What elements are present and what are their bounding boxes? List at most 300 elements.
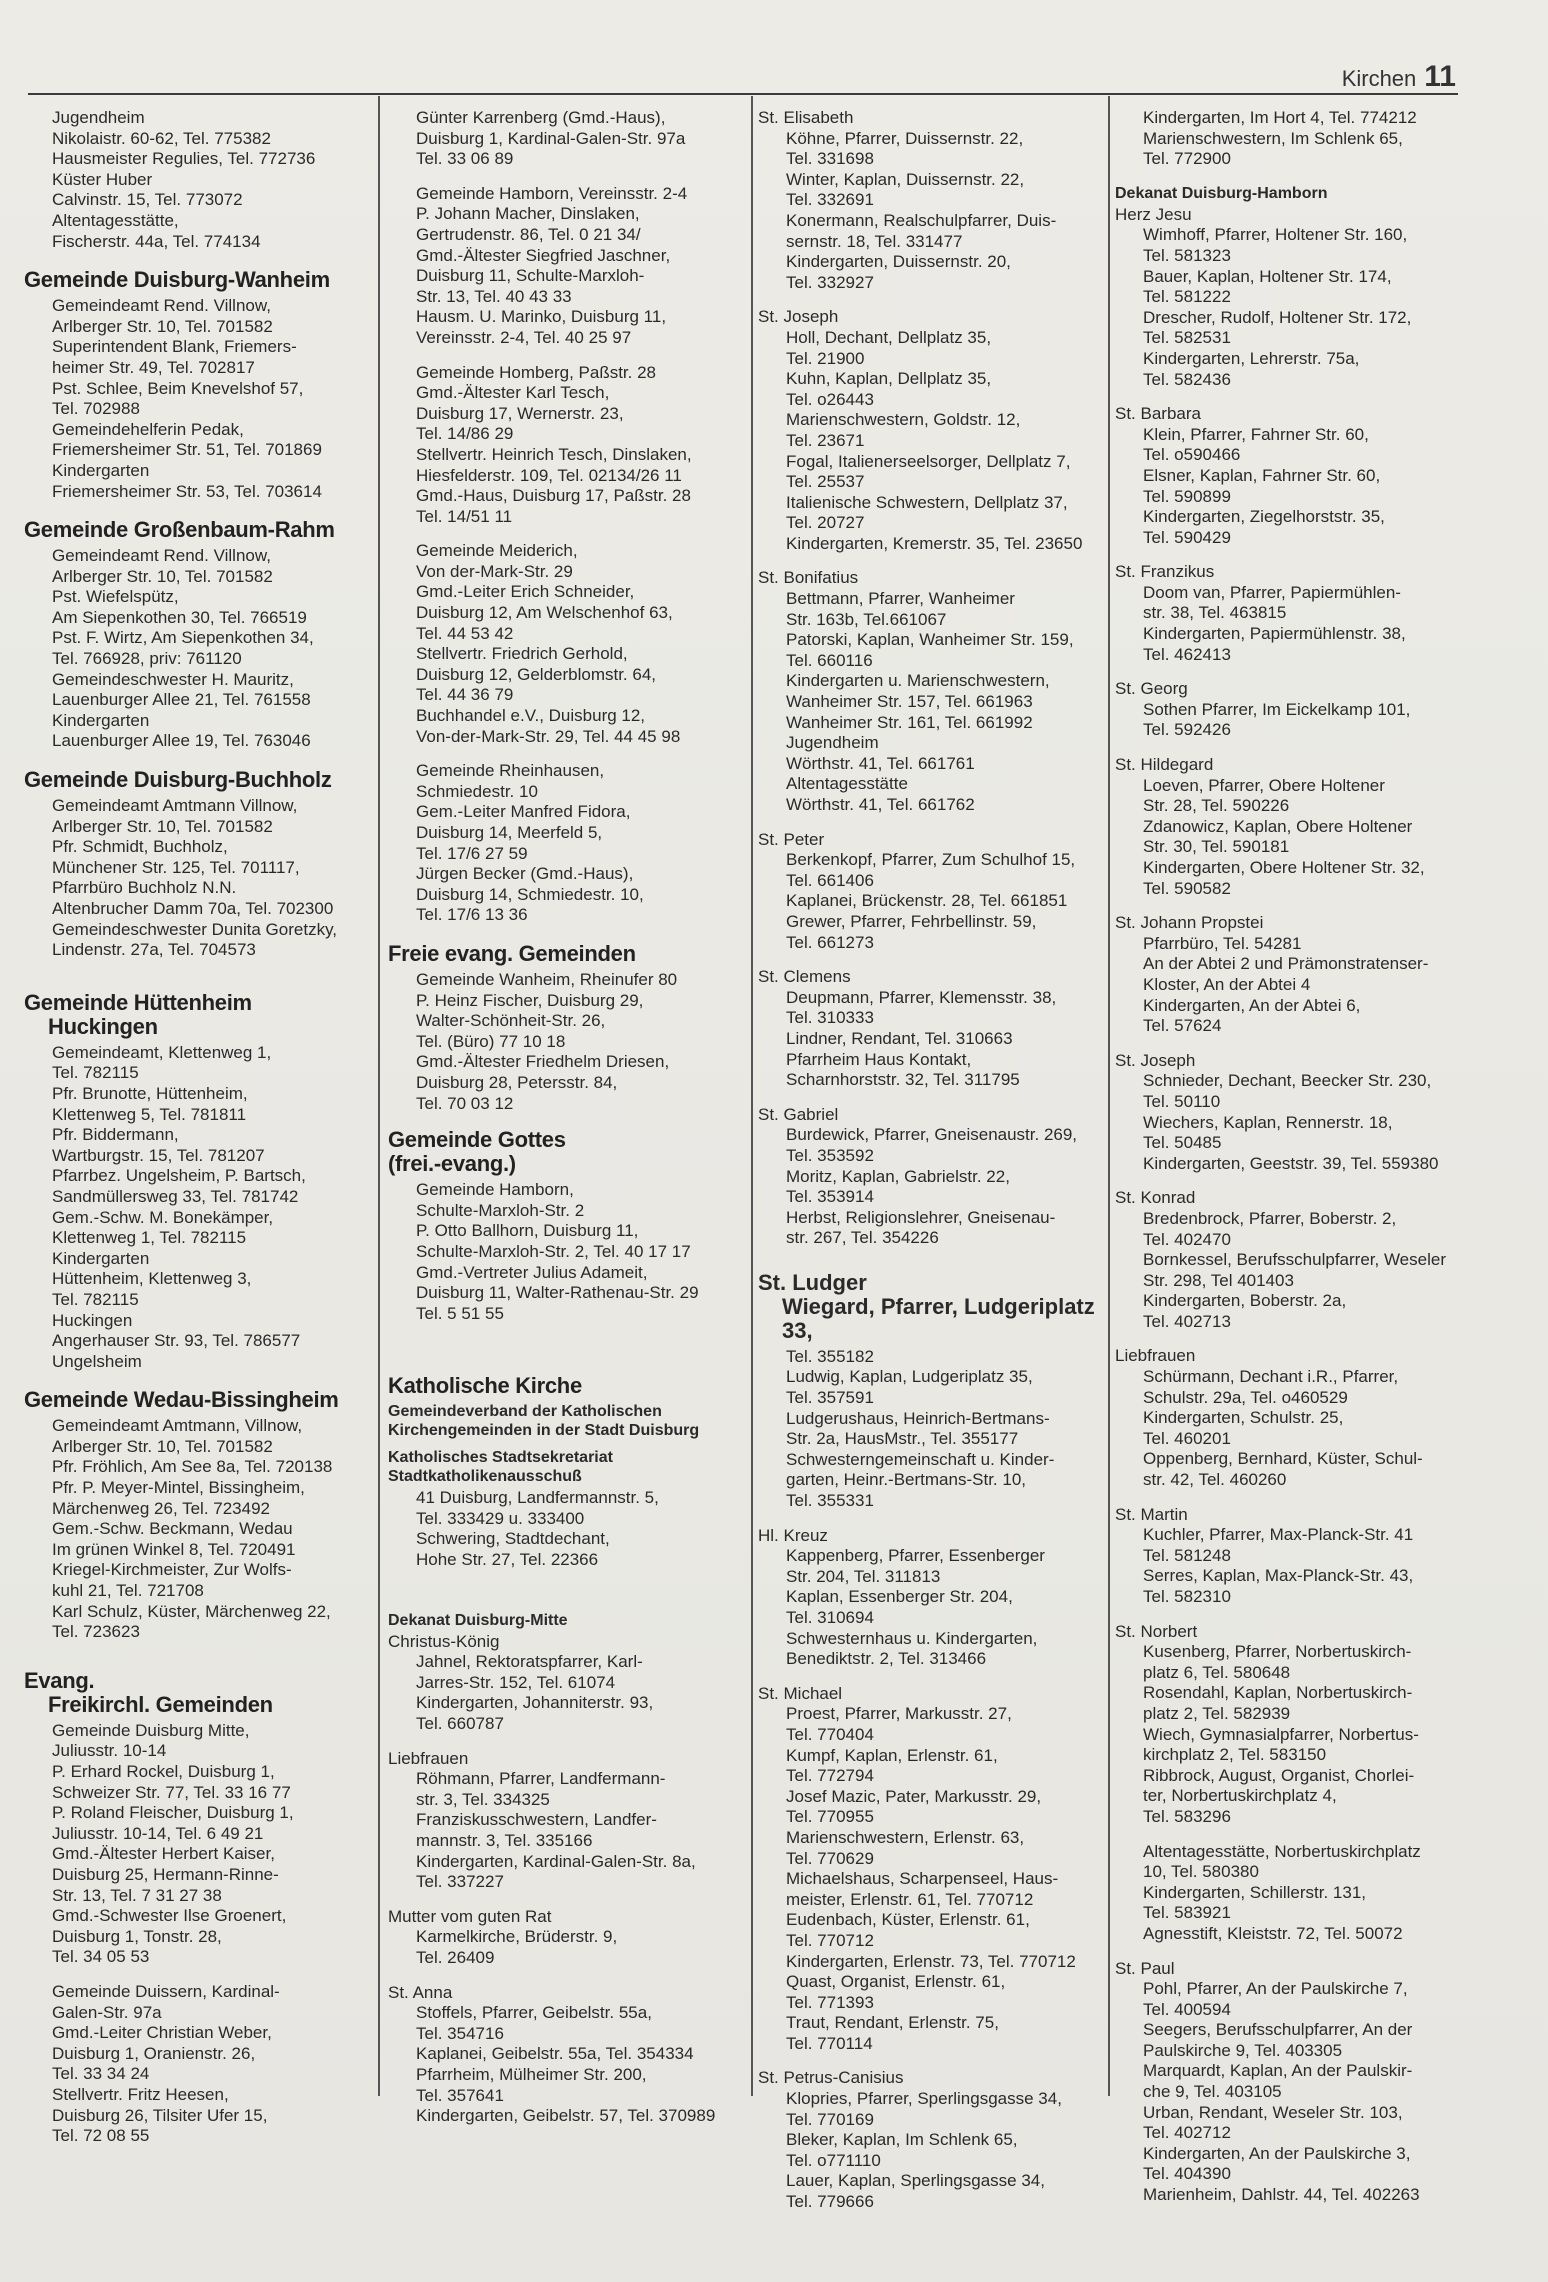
entry-line: Gemeinde Wanheim, Rheinufer 80 — [416, 969, 678, 989]
entry-line: Fogal, Italienerseelsorger, Dellplatz 7, — [786, 451, 1071, 471]
entry-line: Galen-Str. 97a — [52, 2002, 162, 2022]
entry-line: Jürgen Becker (Gmd.-Haus), — [416, 864, 634, 884]
entry-line: Seegers, Berufsschulpfarrer, An der — [1143, 2020, 1413, 2040]
entry-line: Str. 298, Tel 401403 — [1143, 1270, 1294, 1290]
parish-heading-line: St. Ludger — [758, 1269, 867, 1295]
section-heading: Katholische Kirche — [388, 1373, 582, 1399]
entry-line: Wartburgstr. 15, Tel. 781207 — [52, 1145, 265, 1165]
section-heading — [24, 991, 376, 1039]
entry-line: Tel. 581323 — [1143, 245, 1231, 265]
entry-line: Kindergarten, Kardinal-Galen-Str. 8a, — [416, 1851, 696, 1871]
entry-line: Kloster, An der Abtei 4 — [1143, 974, 1311, 994]
entry-line: Drescher, Rudolf, Holtener Str. 172, — [1143, 307, 1412, 327]
parish-title: St. Bonifatius — [758, 568, 859, 588]
entry-line: Marienschwestern, Erlenstr. 63, — [786, 1827, 1025, 1847]
parish-title: St. Gabriel — [758, 1104, 839, 1124]
entry-line: meister, Erlenstr. 61, Tel. 770712 — [786, 1889, 1034, 1909]
entry-block — [1115, 1367, 1470, 1491]
entry-line: Holl, Dechant, Dellplatz 35, — [786, 327, 992, 347]
entry-line: Von-der-Mark-Str. 29, Tel. 44 45 98 — [416, 726, 681, 746]
entry-line: Von der-Mark-Str. 29 — [416, 561, 573, 581]
entry-block — [388, 761, 753, 926]
entry-line: Walter-Schönheit-Str. 26, — [416, 1011, 606, 1031]
entry-line: Str. 13, Tel. 7 31 27 38 — [52, 1885, 222, 1905]
entry-line: Tel. 357591 — [786, 1388, 874, 1408]
subheading — [388, 1402, 753, 1440]
entry-line: 10, Tel. 580380 — [1143, 1862, 1259, 1882]
entry-line: garten, Heinr.-Bertmans-Str. 10, — [786, 1470, 1026, 1490]
entry-block — [24, 1982, 376, 2147]
entry-line: Duisburg 25, Hermann-Rinne- — [52, 1864, 279, 1884]
entry-line: Kindergarten, Obere Holtener Str. 32, — [1143, 858, 1425, 877]
entry-line: Stadtkatholikenausschuß — [388, 1468, 582, 1486]
entry-line: P. Heinz Fischer, Duisburg 29, — [416, 990, 644, 1010]
entry-line: Märchenweg 26, Tel. 723492 — [52, 1498, 271, 1518]
subheading: Dekanat Duisburg-Hamborn — [1115, 184, 1328, 202]
entry-line: Tel. 782115 — [52, 1063, 139, 1083]
entry-line: Klettenweg 5, Tel. 781811 — [52, 1104, 247, 1124]
entry-line: Tel. 310333 — [786, 1008, 874, 1028]
entry-line: Pfarrbez. Ungelsheim, P. Bartsch, — [52, 1166, 306, 1186]
entry-block — [1115, 425, 1470, 549]
column-divider — [378, 96, 380, 2096]
parish-title: St. Petrus-Canisius — [758, 2068, 904, 2088]
entry-line: Friemersheimer Str. 53, Tel. 703614 — [52, 481, 322, 501]
entry-line: kirchplatz 2, Tel. 583150 — [1143, 1745, 1327, 1765]
entry-line: Tel. 582310 — [1143, 1587, 1231, 1606]
parish-title: St. Georg — [1115, 679, 1188, 699]
entry-line: Tel. 590429 — [1143, 527, 1231, 547]
entry-line: Tel. 50485 — [1143, 1133, 1222, 1153]
entry-line: Hüttenheim, Klettenweg 3, — [52, 1269, 252, 1289]
entry-line: Gemeindeamt Amtmann Villnow, — [52, 796, 298, 816]
parish-title: St. Anna — [388, 1982, 453, 2002]
entry-line: Wanheimer Str. 161, Tel. 661992 — [786, 712, 1033, 732]
entry-line: Kindergarten, Geeststr. 39, Tel. 559380 — [1143, 1153, 1439, 1173]
entry-line: Vereinsstr. 2-4, Tel. 40 25 97 — [416, 327, 632, 347]
entry-line: Tel. 770712 — [786, 1930, 874, 1950]
section-heading — [388, 1128, 753, 1176]
entry-line: Tel. 772794 — [786, 1766, 874, 1786]
entry-block — [388, 2003, 753, 2127]
entry-line: heimer Str. 49, Tel. 702817 — [52, 357, 255, 377]
entry-line: Bleker, Kaplan, Im Schlenk 65, — [786, 2130, 1018, 2150]
entry-line: Küster Huber — [52, 169, 153, 189]
parish-title: St. Peter — [758, 829, 825, 849]
entry-line: Tel. 20727 — [786, 513, 865, 533]
entry-line: Stellvertr. Friedrich Gerhold, — [416, 644, 628, 664]
entry-line: kuhl 21, Tel. 721708 — [52, 1581, 204, 1601]
entry-line: Moritz, Kaplan, Gabrielstr. 22, — [786, 1166, 1010, 1186]
entry-line: Arlberger Str. 10, Tel. 701582 — [52, 316, 273, 336]
entry-line: Wiech, Gymnasialpfarrer, Norbertus- — [1143, 1724, 1419, 1744]
entry-line: Josef Mazic, Pater, Markusstr. 29, — [786, 1786, 1042, 1806]
entry-line: Pfr. Brunotte, Hüttenheim, — [52, 1083, 248, 1103]
entry-line: platz 2, Tel. 582939 — [1143, 1703, 1291, 1723]
entry-line: Serres, Kaplan, Max-Planck-Str. 43, — [1143, 1566, 1414, 1586]
entry-line: Tel. 354716 — [416, 2023, 504, 2043]
entry-line: Tel. 779666 — [786, 2192, 874, 2212]
entry-line: Tel. 660116 — [786, 650, 873, 670]
entry-block — [24, 1721, 376, 1968]
entry-line: Katholisches Stadtsekretariat — [388, 1449, 613, 1467]
entry-line: Am Siepenkothen 30, Tel. 766519 — [52, 607, 307, 627]
entry-line: Marienheim, Dahlstr. 44, Tel. 402263 — [1143, 2185, 1420, 2205]
entry-line: Superintendent Blank, Friemers- — [52, 337, 297, 357]
entry-line: Marienschwestern, Im Schlenk 65, — [1143, 128, 1403, 148]
parish-title: St. Paul — [1115, 1958, 1175, 1978]
entry-line: Gemeindeamt Rend. Villnow, — [52, 296, 271, 316]
entry-block — [758, 1125, 1108, 1249]
entry-line: Angerhauser Str. 93, Tel. 786577 — [52, 1331, 301, 1351]
entry-line: Tel. 400594 — [1143, 1999, 1231, 2019]
entry-line: Tel. 310694 — [786, 1608, 874, 1627]
parish-title: St. Michael — [758, 1683, 843, 1703]
entry-line: Arlberger Str. 10, Tel. 701582 — [52, 1436, 273, 1456]
entry-block — [1115, 583, 1470, 665]
entry-line: Agnesstift, Kleiststr. 72, Tel. 50072 — [1143, 1923, 1403, 1943]
entry-line: Tel. 771393 — [786, 1992, 874, 2012]
parish-title: St. Martin — [1115, 1504, 1188, 1524]
entry-line: Bornkessel, Berufsschulpfarrer, Weseler — [1143, 1250, 1446, 1270]
entry-line: Schnieder, Dechant, Beecker Str. 230, — [1143, 1071, 1432, 1091]
entry-line: Kusenberg, Pfarrer, Norbertuskirch- — [1143, 1642, 1412, 1662]
entry-line: Kaplanei, Geibelstr. 55a, Tel. 354334 — [416, 2044, 694, 2064]
parish-title: Christus-König — [388, 1631, 500, 1651]
entry-line: Tel. 782115 — [52, 1289, 139, 1309]
entry-line: Calvinstr. 15, Tel. 773072 — [52, 190, 243, 210]
entry-line: Kindergarten, Schulstr. 25, — [1143, 1408, 1344, 1428]
entry-line: Lauenburger Allee 19, Tel. 763046 — [52, 731, 311, 751]
entry-line: Duisburg 17, Wernerstr. 23, — [416, 403, 624, 423]
entry-line: Pfarrheim, Mülheimer Str. 200, — [416, 2064, 647, 2084]
entry-line: Winter, Kaplan, Duissernstr. 22, — [786, 169, 1025, 189]
entry-line: Jugendheim — [52, 108, 145, 127]
entry-line: Schweizer Str. 77, Tel. 33 16 77 — [52, 1782, 291, 1802]
entry-line: Proest, Pfarrer, Markusstr. 27, — [786, 1704, 1012, 1724]
parish-title: St. Johann Propstei — [1115, 913, 1264, 933]
entry-line: Str. 2a, HausMstr., Tel. 355177 — [786, 1429, 1019, 1449]
section-heading-subline: Freikirchl. Gemeinden — [48, 1691, 273, 1717]
entry-line: Tel. (Büro) 77 10 18 — [416, 1031, 566, 1051]
entry-line: Tel. 355182 — [786, 1346, 874, 1366]
entry-line: Tel. 770955 — [786, 1807, 874, 1827]
entry-block — [24, 296, 376, 502]
entry-line: Pfr. Biddermann, — [52, 1125, 179, 1145]
entry-line: Tel. 581222 — [1143, 287, 1231, 307]
entry-line: Wörthstr. 41, Tel. 661762 — [786, 795, 975, 814]
entry-line: Italienische Schwestern, Dellplatz 37, — [786, 492, 1068, 512]
entry-line: Gmd.-Schwester Ilse Groenert, — [52, 1906, 287, 1926]
entry-line: Schulte-Marxloh-Str. 2 — [416, 1200, 585, 1220]
entry-line: Tel. 592426 — [1143, 720, 1231, 740]
entry-line: Tel. 26409 — [416, 1947, 495, 1967]
entry-line: Tel. 17/6 13 36 — [416, 905, 528, 925]
entry-line: Tel. 583921 — [1143, 1903, 1231, 1923]
entry-line: Tel. 770169 — [786, 2109, 874, 2129]
entry-block — [24, 1043, 376, 1373]
entry-line: str. 3, Tel. 334325 — [416, 1789, 550, 1809]
entry-line: Gemeinde Hamborn, — [416, 1180, 574, 1200]
entry-line: Kindergarten u. Marienschwestern, — [786, 671, 1050, 691]
entry-block — [388, 1488, 753, 1570]
entry-line: Kindergarten, Schillerstr. 131, — [1143, 1882, 1367, 1902]
entry-line: Str. 204, Tel. 311813 — [786, 1566, 941, 1586]
entry-line: Gmd.-Ältester Herbert Kaiser, — [52, 1844, 275, 1864]
entry-line: Doom van, Pfarrer, Papiermühlen- — [1143, 582, 1401, 602]
entry-line: Tel. 353914 — [786, 1187, 874, 1207]
entry-line: Tel. 402712 — [1143, 2123, 1231, 2143]
section-heading: Freie evang. Gemeinden — [388, 940, 636, 966]
entry-line: Rosendahl, Kaplan, Norbertuskirch- — [1143, 1683, 1413, 1703]
section-heading: Gemeinde Duisburg-Buchholz — [24, 767, 332, 793]
entry-block — [1115, 1842, 1470, 1945]
entry-line: Str. 13, Tel. 40 43 33 — [416, 286, 572, 306]
entry-block — [758, 129, 1108, 294]
entry-line: Gemeinde Homberg, Paßstr. 28 — [416, 362, 657, 382]
entry-line: Scharnhorststr. 32, Tel. 311795 — [786, 1070, 1020, 1090]
entry-line: Bettmann, Pfarrer, Wanheimer — [786, 589, 1015, 609]
entry-line: Gmd.-Ältester Friedhelm Driesen, — [416, 1052, 670, 1072]
entry-line: mannstr. 3, Tel. 335166 — [416, 1831, 593, 1850]
entry-block — [758, 589, 1108, 816]
entry-line: Altentagesstätte, Norbertuskirchplatz — [1143, 1841, 1421, 1861]
section-heading: Gemeinde Großenbaum-Rahm — [24, 517, 335, 543]
entry-line: Kindergarten, Kremerstr. 35, Tel. 23650 — [786, 533, 1083, 553]
entry-line: Wiechers, Kaplan, Rennerstr. 18, — [1143, 1112, 1393, 1132]
entry-line: Gemeinde Rheinhausen, — [416, 761, 605, 781]
entry-line: Kindergarten, Geibelstr. 57, Tel. 370989 — [416, 2106, 716, 2126]
entry-line: Schmiedestr. 10 — [416, 781, 538, 801]
entry-line: An der Abtei 2 und Prämonstratenser- — [1143, 954, 1429, 974]
entry-line: Jarres-Str. 152, Tel. 61074 — [416, 1672, 616, 1692]
entry-line: Arlberger Str. 10, Tel. 701582 — [52, 816, 273, 836]
entry-block — [388, 541, 753, 747]
entry-line: Kindergarten, Johanniterstr. 93, — [416, 1693, 654, 1713]
entry-line: Tel. 44 36 79 — [416, 685, 514, 705]
parish-title: St. Joseph — [758, 307, 839, 327]
entry-line: Bredenbrock, Pfarrer, Boberstr. 2, — [1143, 1208, 1397, 1228]
entry-line: Duisburg 26, Tilsiter Ufer 15, — [52, 2105, 268, 2125]
entry-line: Tel. 332691 — [786, 190, 874, 210]
entry-line: Kaplan, Essenberger Str. 204, — [786, 1587, 1013, 1607]
entry-line: Kindergarten — [52, 460, 150, 480]
entry-block — [758, 328, 1108, 555]
entry-line: Tel. 333429 u. 333400 — [416, 1508, 585, 1528]
entry-line: ter, Norbertuskirchplatz 4, — [1143, 1786, 1337, 1806]
entry-block — [758, 988, 1108, 1091]
entry-line: Hausm. U. Marinko, Duisburg 11, — [416, 307, 667, 327]
section-heading-line: Gemeinde Hüttenheim — [24, 989, 252, 1015]
entry-line: Tel. 331698 — [786, 149, 874, 169]
entry-line: Kriegel-Kirchmeister, Zur Wolfs- — [52, 1560, 292, 1580]
entry-line: Paulskirche 9, Tel. 403305 — [1143, 2040, 1343, 2060]
entry-block — [1115, 225, 1470, 390]
column-4 — [1115, 108, 1470, 2220]
entry-line: sernstr. 18, Tel. 331477 — [786, 231, 963, 251]
entry-line: Tel. 5 51 55 — [416, 1303, 504, 1323]
entry-line: Gmd.-Leiter Christian Weber, — [52, 2023, 272, 2043]
entry-line: Münchener Str. 125, Tel. 701117, — [52, 857, 300, 877]
entry-line: Duisburg 12, Am Welschenhof 63, — [416, 603, 673, 623]
parish-title: Liebfrauen — [1115, 1346, 1196, 1366]
entry-line: Gem.-Leiter Manfred Fidora, — [416, 802, 631, 822]
entry-line: Tel. 583296 — [1143, 1806, 1231, 1826]
entry-line: Tel. o26443 — [786, 389, 874, 409]
entry-line: Gemeindeschwester H. Mauritz, — [52, 669, 294, 689]
entry-line: Duisburg 14, Meerfeld 5, — [416, 823, 603, 842]
entry-block — [388, 1769, 753, 1893]
parish-heading — [758, 1271, 1108, 1343]
entry-line: Gemeinde Duisburg Mitte, — [52, 1720, 250, 1740]
entry-line: Gmd.-Haus, Duisburg 17, Paßstr. 28 — [416, 486, 691, 506]
entry-line: Gmd.-Ältester Siegfried Jaschner, — [416, 245, 671, 265]
entry-line: Hohe Str. 27, Tel. 22366 — [416, 1550, 599, 1570]
entry-line: str. 42, Tel. 460260 — [1143, 1470, 1287, 1490]
entry-line: Marquardt, Kaplan, An der Paulskir- — [1143, 2061, 1413, 2081]
entry-line: Gertrudenstr. 86, Tel. 0 21 34/ — [416, 224, 641, 244]
entry-line: Tel. 770114 — [786, 2033, 873, 2053]
entry-line: Tel. 50110 — [1143, 1091, 1221, 1111]
entry-line: Juliusstr. 10-14, Tel. 6 49 21 — [52, 1823, 264, 1843]
entry-line: Tel. 766928, priv: 761120 — [52, 649, 242, 669]
entry-block — [1115, 1979, 1470, 2206]
parish-title: St. Konrad — [1115, 1188, 1196, 1208]
entry-block — [388, 363, 753, 528]
entry-line: 41 Duisburg, Landfermannstr. 5, — [416, 1488, 659, 1508]
entry-block — [388, 1652, 753, 1734]
entry-line: Ludwig, Kaplan, Ludgeriplatz 35, — [786, 1367, 1033, 1387]
parish-title: St. Hildegard — [1115, 755, 1214, 775]
entry-line: Klettenweg 1, Tel. 782115 — [52, 1228, 247, 1248]
entry-line: Pfr. Schmidt, Buchholz, — [52, 837, 228, 857]
entry-line: Jugendheim — [786, 733, 879, 753]
entry-line: Fischerstr. 44a, Tel. 774134 — [52, 231, 261, 251]
entry-line: Klein, Pfarrer, Fahrner Str. 60, — [1143, 424, 1369, 444]
entry-block — [24, 546, 376, 752]
entry-line: Urban, Rendant, Weseler Str. 103, — [1143, 2102, 1403, 2122]
entry-line: P. Otto Ballhorn, Duisburg 11, — [416, 1221, 639, 1241]
entry-line: Sothen Pfarrer, Im Eickelkamp 101, — [1143, 699, 1411, 719]
entry-line: Altentagesstätte, — [52, 210, 179, 230]
entry-line: P. Johann Macher, Dinslaken, — [416, 204, 640, 224]
entry-line: Tel. 770629 — [786, 1848, 874, 1868]
entry-block — [1115, 1525, 1470, 1607]
parish-title: Herz Jesu — [1115, 204, 1192, 224]
section-heading — [24, 1669, 376, 1717]
entry-line: Schürmann, Dechant i.R., Pfarrer, — [1143, 1367, 1399, 1387]
entry-line: Tel. 460201 — [1143, 1428, 1231, 1448]
entry-line: Günter Karrenberg (Gmd.-Haus), — [416, 108, 666, 127]
entry-line: Friemersheimer Str. 51, Tel. 701869 — [52, 440, 322, 460]
entry-line: Jahnel, Rektoratspfarrer, Karl- — [416, 1652, 643, 1672]
entry-line: Lindner, Rendant, Tel. 310663 — [786, 1028, 1013, 1048]
parish-title: St. Joseph — [1115, 1050, 1196, 1070]
entry-line: Stellvertr. Fritz Heesen, — [52, 2084, 229, 2104]
parish-title: St. Norbert — [1115, 1621, 1198, 1641]
parish-title: Mutter vom guten Rat — [388, 1906, 552, 1926]
entry-line: Tel. 21900 — [786, 348, 865, 368]
entry-line: Tel. 332927 — [786, 272, 874, 292]
entry-line: Tel. 402713 — [1143, 1311, 1231, 1331]
entry-line: Tel. 44 53 42 — [416, 623, 514, 643]
entry-line: Buchhandel e.V., Duisburg 12, — [416, 706, 646, 726]
entry-line: Pfarrbüro, Tel. 54281 — [1143, 933, 1302, 953]
parish-title: St. Barbara — [1115, 404, 1201, 424]
entry-line: Altentagesstätte — [786, 774, 908, 794]
entry-line: Kindergarten, Boberstr. 2a, — [1143, 1291, 1347, 1311]
entry-block — [388, 1180, 753, 1324]
entry-line: Str. 163b, Tel.661067 — [786, 609, 947, 629]
parish-title: St. Elisabeth — [758, 108, 854, 127]
entry-line: Tel. 590582 — [1143, 878, 1231, 898]
entry-line: Schwesterngemeinschaft u. Kinder- — [786, 1449, 1055, 1469]
section-heading: Gemeinde Wedau-Bissingheim — [24, 1387, 339, 1413]
entry-line: Stoffels, Pfarrer, Geibelstr. 55a, — [416, 2003, 652, 2023]
entry-line: Tel. 404390 — [1143, 2164, 1231, 2184]
entry-block — [388, 184, 753, 349]
entry-line: Konermann, Realschulpfarrer, Duis- — [786, 210, 1057, 230]
entry-line: Bauer, Kaplan, Holtener Str. 174, — [1143, 266, 1392, 286]
subheading — [388, 1448, 753, 1486]
entry-line: Tel. 661273 — [786, 932, 874, 952]
entry-line: che 9, Tel. 403105 — [1143, 2082, 1282, 2102]
entry-line: Duisburg 11, Walter-Rathenau-Str. 29 — [416, 1283, 699, 1303]
section-title: Kirchen — [1341, 66, 1417, 91]
entry-line: Lauer, Kaplan, Sperlingsgasse 34, — [786, 2171, 1045, 2191]
entry-line: Kindergarten, An der Abtei 6, — [1143, 995, 1361, 1015]
entry-line: Lauenburger Allee 21, Tel. 761558 — [52, 690, 311, 710]
entry-line: platz 6, Tel. 580648 — [1143, 1662, 1291, 1682]
entry-line: Klopries, Pfarrer, Sperlingsgasse 34, — [786, 2089, 1062, 2109]
entry-line: Tel. 702988 — [52, 399, 140, 419]
entry-line: Duisburg 14, Schmiedestr. 10, — [416, 884, 644, 904]
entry-line: Tel. o590466 — [1143, 445, 1241, 465]
section-heading-subline: (frei.-evang.) — [388, 1151, 516, 1177]
entry-line: Röhmann, Pfarrer, Landfermann- — [416, 1769, 666, 1789]
entry-line: Gemeindeamt Amtmann, Villnow, — [52, 1416, 303, 1436]
entry-line: Ungelsheim — [52, 1351, 142, 1371]
entry-line: Gemeinde Meiderich, — [416, 541, 578, 561]
entry-line: Franziskusschwestern, Landfer- — [416, 1810, 657, 1830]
entry-line: Grewer, Pfarrer, Fehrbellinstr. 59, — [786, 911, 1037, 931]
entry-line: Tel. 660787 — [416, 1714, 504, 1734]
entry-line: Tel. 772900 — [1143, 149, 1231, 169]
entry-line: Duisburg 11, Schulte-Marxloh- — [416, 266, 645, 286]
entry-line: Zdanowicz, Kaplan, Obere Holtener — [1143, 816, 1413, 836]
entry-line: Duisburg 1, Kardinal-Galen-Str. 97a — [416, 128, 686, 148]
entry-block — [758, 850, 1108, 953]
entry-line: Im grünen Winkel 8, Tel. 720491 — [52, 1539, 296, 1559]
section-heading: Gemeinde Duisburg-Wanheim — [24, 267, 330, 293]
entry-line: Gemeindeverband der Katholischen — [388, 1403, 662, 1421]
entry-line: Gem.-Schw. Beckmann, Wedau — [52, 1519, 293, 1539]
entry-line: Pst. F. Wirtz, Am Siepenkothen 34, — [52, 628, 314, 648]
entry-line: Pfr. Fröhlich, Am See 8a, Tel. 720138 — [52, 1457, 333, 1477]
entry-line: Kindergarten, Im Hort 4, Tel. 774212 — [1143, 108, 1417, 127]
entry-line: Lindenstr. 27a, Tel. 704573 — [52, 940, 256, 960]
section-heading-line: Evang. — [24, 1667, 95, 1693]
entry-line: Wimhoff, Pfarrer, Holtener Str. 160, — [1143, 225, 1408, 245]
entry-line: Kuchler, Pfarrer, Max-Planck-Str. 41 — [1143, 1525, 1414, 1545]
entry-line: Huckingen — [52, 1310, 133, 1330]
entry-block — [24, 796, 376, 961]
entry-line: Tel. 402470 — [1143, 1229, 1231, 1249]
entry-line: Karmelkirche, Brüderstr. 9, — [416, 1927, 618, 1947]
entry-block — [1115, 700, 1470, 741]
entry-line: Gemeindeamt, Klettenweg 1, — [52, 1042, 272, 1062]
entry-line: Schwering, Stadtdechant, — [416, 1529, 610, 1549]
